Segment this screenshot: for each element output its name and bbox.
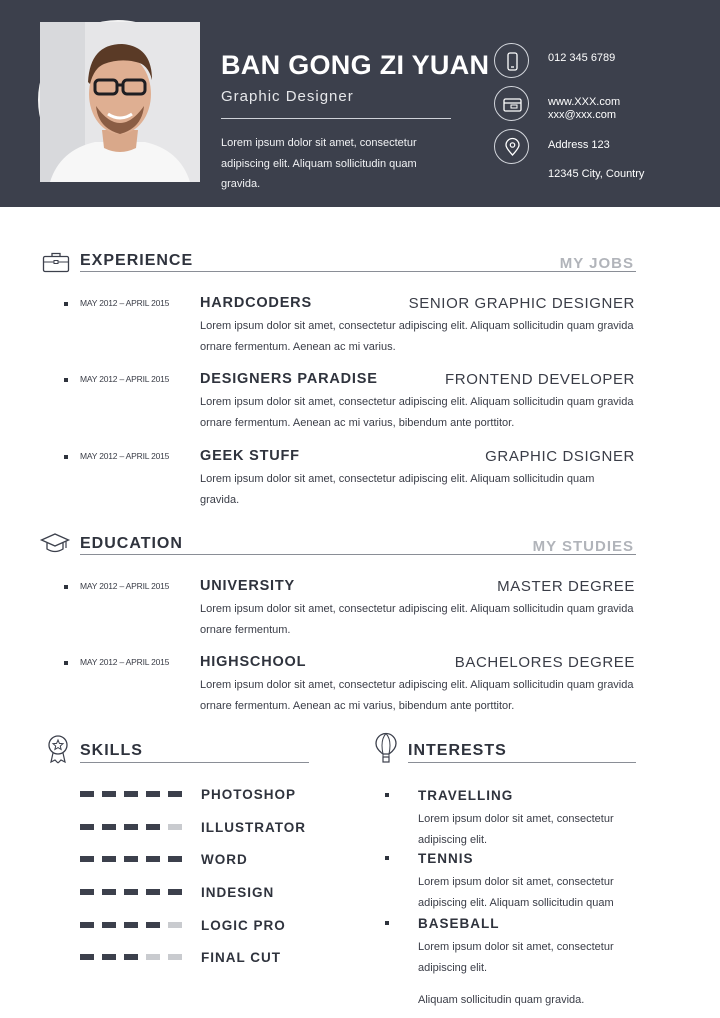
skill-level-filled bbox=[146, 922, 160, 928]
skill-name: INDESIGN bbox=[201, 885, 275, 900]
contact-city: 12345 City, Country bbox=[548, 168, 645, 180]
experience-divider bbox=[80, 271, 636, 272]
interests-divider bbox=[408, 762, 636, 763]
skill-level-filled bbox=[80, 922, 94, 928]
entry-bullet bbox=[64, 455, 68, 459]
contact-address: Address 123 bbox=[548, 139, 610, 151]
interest-name: TENNIS bbox=[418, 851, 474, 866]
skill-row bbox=[80, 948, 340, 968]
interest-description: Lorem ipsum dolor sit amet, consectetur adipiscing elit. Aliquam sollicitudin quam bbox=[418, 876, 614, 909]
entry-position: MASTER DEGREE bbox=[497, 578, 635, 595]
location-icon bbox=[494, 129, 529, 164]
entry-organization: UNIVERSITY bbox=[200, 578, 296, 594]
skill-level-filled bbox=[102, 791, 116, 797]
contact-email: xxx@xxx.com bbox=[548, 109, 617, 121]
skill-level-filled bbox=[102, 889, 116, 895]
entry-bullet bbox=[64, 585, 68, 589]
interest-bullet bbox=[385, 921, 389, 925]
interest-bullet bbox=[385, 856, 389, 860]
candidate-role: Graphic Designer bbox=[221, 88, 354, 105]
skill-level-filled bbox=[102, 954, 116, 960]
profile-photo bbox=[38, 20, 198, 180]
entry-description: Lorem ipsum dolor sit amet, consectetur adipiscing elit. Aliquam sollicitudin quam gravida ornare fermentum. Aenean ac mi varius. bbox=[200, 320, 634, 353]
skill-row bbox=[80, 883, 340, 903]
skill-name: LOGIC PRO bbox=[201, 918, 286, 933]
skill-level-filled bbox=[168, 889, 182, 895]
skill-level-filled bbox=[124, 791, 138, 797]
skill-level-filled bbox=[80, 889, 94, 895]
experience-title: EXPERIENCE bbox=[80, 252, 194, 269]
skill-name: WORD bbox=[201, 852, 248, 867]
contact-address-block bbox=[548, 109, 698, 180]
contact-web: www.XXX.com bbox=[548, 96, 621, 108]
entry-organization: GEEK STUFF bbox=[200, 448, 300, 464]
candidate-intro: Lorem ipsum dolor sit amet, consectetur adipiscing elit. Aliquam sollicitudin quam gravida. bbox=[221, 137, 417, 190]
entry-date: MAY 2012 – APRIL 2015 bbox=[80, 298, 170, 308]
entry-bullet bbox=[64, 661, 68, 665]
skill-level-filled bbox=[168, 856, 182, 862]
web-icon bbox=[494, 86, 529, 121]
entry-bullet bbox=[64, 302, 68, 306]
skill-row bbox=[80, 818, 340, 838]
education-right-label: MY STUDIES bbox=[532, 538, 634, 555]
entry-organization: HARDCODERS bbox=[200, 295, 312, 311]
skill-level-filled bbox=[146, 889, 160, 895]
skill-level-empty bbox=[168, 954, 182, 960]
award-icon bbox=[46, 734, 70, 769]
skill-level-filled bbox=[80, 791, 94, 797]
entry-date: MAY 2012 – APRIL 2015 bbox=[80, 657, 170, 667]
interest-name: BASEBALL bbox=[418, 916, 500, 931]
skill-row bbox=[80, 850, 340, 870]
phone-icon bbox=[494, 43, 529, 78]
entry-position: SENIOR GRAPHIC DESIGNER bbox=[408, 295, 635, 312]
skills-title: SKILLS bbox=[80, 742, 143, 759]
candidate-name: BAN GONG ZI YUAN bbox=[221, 50, 490, 80]
hot-air-balloon-icon bbox=[374, 732, 398, 769]
entry-position: GRAPHIC DSIGNER bbox=[485, 448, 635, 465]
skill-level-filled bbox=[168, 791, 182, 797]
experience-right-label: MY JOBS bbox=[559, 255, 634, 272]
skill-level-filled bbox=[124, 889, 138, 895]
entry-description: Lorem ipsum dolor sit amet, consectetur adipiscing elit. Aliquam sollicitudin quam gravida ornare fermentum. Aenean ac mi varius, bibendum ante porttitor. bbox=[200, 679, 634, 712]
skill-level-filled bbox=[146, 791, 160, 797]
entry-description: Lorem ipsum dolor sit amet, consectetur adipiscing elit. Aliquam sollicitudin quam gravida ornare fermentum. Aenean ac mi varius, bibendum ante porttitor. bbox=[200, 396, 634, 429]
contact-phone: 012 345 6789 bbox=[548, 52, 616, 64]
entry-position: BACHELORES DEGREE bbox=[454, 654, 635, 671]
skill-level-filled bbox=[102, 824, 116, 830]
skill-level-filled bbox=[124, 824, 138, 830]
skill-level-filled bbox=[80, 954, 94, 960]
skill-row bbox=[80, 916, 340, 936]
entry-date: MAY 2012 – APRIL 2015 bbox=[80, 374, 170, 384]
skill-level-filled bbox=[80, 856, 94, 862]
entry-date: MAY 2012 – APRIL 2015 bbox=[80, 581, 170, 591]
interest-description: Lorem ipsum dolor sit amet, consectetur adipiscing elit. bbox=[418, 813, 614, 846]
entry-organization: DESIGNERS PARADISE bbox=[200, 371, 378, 387]
skill-level-filled bbox=[146, 824, 160, 830]
entry-description: Lorem ipsum dolor sit amet, consectetur adipiscing elit. Aliquam sollicitudin quam gravida. bbox=[200, 473, 595, 506]
entry-date: MAY 2012 – APRIL 2015 bbox=[80, 451, 170, 461]
skill-level-empty bbox=[146, 954, 160, 960]
interests-trailing-text: Aliquam sollicitudin quam gravida. bbox=[418, 994, 585, 1006]
graduation-cap-icon bbox=[40, 532, 70, 561]
header-divider bbox=[221, 118, 451, 119]
skill-level-filled bbox=[124, 856, 138, 862]
entry-description: Lorem ipsum dolor sit amet, consectetur adipiscing elit. Aliquam sollicitudin quam gravida ornare fermentum. bbox=[200, 603, 634, 636]
skill-level-filled bbox=[124, 922, 138, 928]
resume-header bbox=[0, 0, 720, 207]
skill-name: PHOTOSHOP bbox=[201, 787, 297, 802]
entry-bullet bbox=[64, 378, 68, 382]
skills-divider bbox=[80, 762, 309, 763]
interest-name: TRAVELLING bbox=[418, 788, 514, 803]
entry-organization: HIGHSCHOOL bbox=[200, 654, 307, 670]
education-title: EDUCATION bbox=[80, 535, 183, 552]
entry-position: FRONTEND DEVELOPER bbox=[445, 371, 635, 388]
skill-name: FINAL CUT bbox=[201, 950, 281, 965]
briefcase-icon bbox=[42, 251, 70, 278]
skill-level-filled bbox=[80, 824, 94, 830]
skill-level-empty bbox=[168, 922, 182, 928]
skill-level-filled bbox=[146, 856, 160, 862]
skill-level-empty bbox=[168, 824, 182, 830]
interest-bullet bbox=[385, 793, 389, 797]
interest-description: Lorem ipsum dolor sit amet, consectetur adipiscing elit. bbox=[418, 941, 614, 974]
skill-row bbox=[80, 785, 340, 805]
skill-level-filled bbox=[102, 856, 116, 862]
skill-level-filled bbox=[124, 954, 138, 960]
skill-level-filled bbox=[102, 922, 116, 928]
interests-title: INTERESTS bbox=[408, 742, 507, 759]
skill-name: ILLUSTRATOR bbox=[201, 820, 306, 835]
